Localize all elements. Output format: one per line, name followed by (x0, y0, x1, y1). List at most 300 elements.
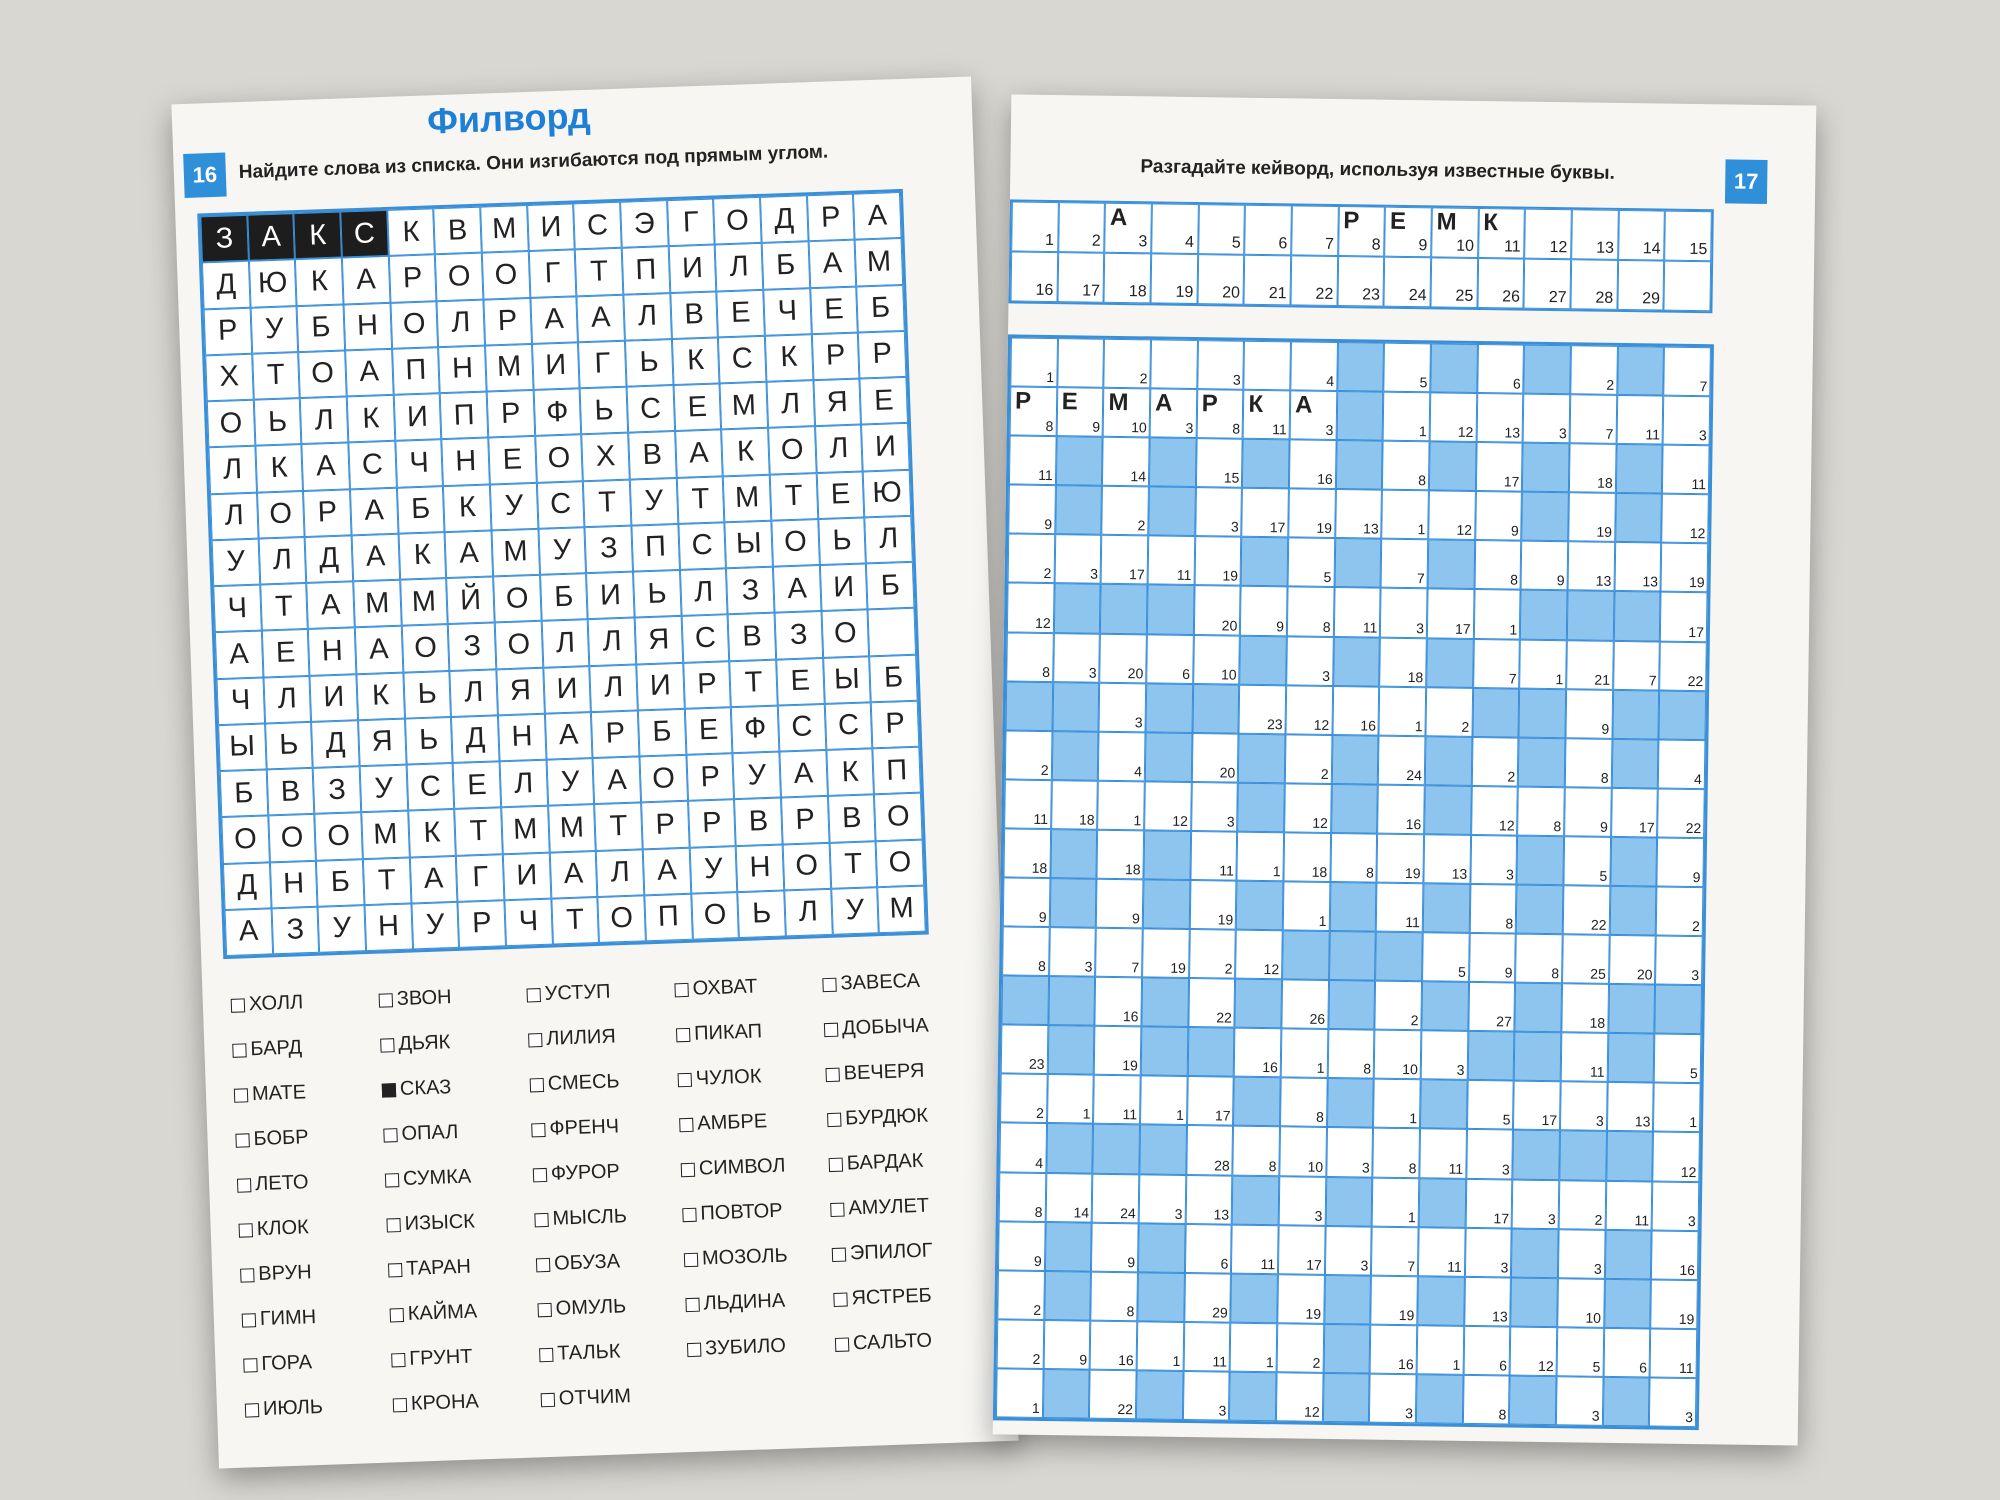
filword-cell: О (401, 624, 449, 672)
key-number: 22 (1315, 285, 1334, 303)
filword-cell: М (501, 806, 549, 854)
keyword-cell (1381, 539, 1428, 589)
keyword-cell (1287, 587, 1334, 637)
keyword-number: 8 (1126, 1302, 1135, 1320)
keyword-number: 7 (1416, 570, 1425, 587)
keyword-block (1233, 1077, 1280, 1127)
filword-cell: Ь (633, 570, 681, 618)
filword-cell: М (361, 811, 409, 859)
key-cell (1291, 205, 1338, 256)
keyword-number: 3 (1501, 1160, 1510, 1178)
keyword-number: 4 (1035, 1154, 1044, 1171)
keyword-block (1043, 1369, 1090, 1419)
keyword-number: 3 (1593, 1260, 1602, 1277)
filword-cell: Б (638, 709, 686, 757)
checkbox-icon (536, 1257, 550, 1271)
keyword-cell (1104, 339, 1151, 389)
keyword-cell (1477, 344, 1524, 394)
keyword-number: 11 (1362, 618, 1378, 636)
keyword-cell (1557, 1327, 1604, 1377)
keyword-number: 18 (1078, 811, 1095, 828)
filword-cell: Л (258, 537, 306, 585)
keyword-cell (1194, 585, 1241, 635)
keyword-block (1242, 439, 1289, 489)
filword-cell: О (768, 426, 816, 474)
keyword-cell (1047, 1074, 1094, 1124)
filword-cell: Ч (763, 288, 811, 336)
key-number: 3 (1138, 233, 1148, 251)
word-text: ОПАЛ (401, 1120, 459, 1145)
keyword-cell (1045, 1173, 1092, 1223)
keyword-number: 3 (1416, 619, 1425, 636)
key-cell (1290, 255, 1337, 306)
keyword-cell (1239, 684, 1286, 734)
keyword-number: 2 (1606, 376, 1615, 393)
checkbox-icon (539, 1347, 553, 1361)
filword-cell: У (538, 527, 586, 575)
keyword-block (1328, 980, 1375, 1030)
keyword-number: 8 (1322, 618, 1331, 635)
key-letter-row (1008, 199, 1713, 313)
keyword-cell (1150, 388, 1197, 438)
keyword-cell (1243, 390, 1290, 440)
keyword-number: 22 (1590, 916, 1607, 933)
keyword-number: 10 (1402, 1061, 1418, 1078)
keyword-cell (1382, 490, 1429, 540)
filword-cell: О (713, 197, 761, 245)
keyword-cell (1325, 1226, 1372, 1276)
word-text: ОТЧИМ (558, 1385, 632, 1410)
keyword-cell (1653, 1083, 1700, 1133)
word-list-item (535, 1237, 684, 1287)
keyword-cell (1650, 1328, 1697, 1378)
filword-cell: О (821, 610, 869, 658)
keyword-cell (1476, 442, 1523, 492)
filword-cell: Т (730, 659, 778, 707)
keyword-number: 18 (1124, 861, 1141, 878)
key-cell (1058, 202, 1105, 253)
keyword-cell (1375, 981, 1422, 1031)
filword-cell: Т (770, 473, 818, 521)
filword-cell (868, 608, 916, 656)
keyword-number: 10 (1307, 1158, 1324, 1175)
keyword-number: 8 (1408, 1159, 1417, 1176)
keyword-block (1612, 690, 1659, 740)
filword-cell: К (294, 212, 342, 260)
keyword-cell (1660, 592, 1707, 642)
keyword-cell (1091, 1222, 1138, 1272)
keyword-cell (1425, 687, 1472, 737)
keyword-number: 11 (1272, 421, 1287, 438)
filword-cell: С (348, 441, 396, 489)
filword-cell: В (628, 431, 676, 479)
key-cell (1524, 209, 1571, 260)
filword-cell: Й (446, 576, 494, 624)
keyword-number: 1 (1409, 1110, 1418, 1127)
keyword-block (1240, 635, 1287, 685)
keyword-cell (1421, 1031, 1468, 1081)
word-list-item (384, 1152, 533, 1202)
keyword-block (1375, 932, 1422, 982)
word-list-item (830, 1182, 979, 1232)
filword-cell: Н (442, 438, 490, 486)
keyword-cell (1471, 786, 1518, 836)
keyword-number: 9 (1276, 617, 1285, 634)
keyword-block (1331, 784, 1378, 834)
word-text: ЗАВЕСА (840, 969, 921, 995)
keyword-cell (1557, 1278, 1604, 1328)
filword-cell: Х (582, 433, 630, 481)
keyword-number: 16 (1679, 1261, 1696, 1278)
keyword-number: 11 (1176, 567, 1192, 584)
filword-cell: Л (784, 889, 832, 937)
keyword-number: 6 (1182, 665, 1191, 682)
filword-cell: Р (591, 710, 639, 758)
filword-cell: О (221, 816, 269, 864)
keyword-cell (1664, 347, 1711, 397)
filword-cell: А (853, 192, 901, 240)
filword-cell: О (315, 812, 363, 860)
filword-cell: С (406, 763, 454, 811)
keyword-cell (1054, 534, 1101, 584)
keyword-number: 2 (1040, 761, 1049, 778)
keyword-number: 4 (1693, 770, 1703, 787)
filword-cell: М (720, 382, 768, 430)
keyword-block (1424, 785, 1471, 835)
filword-cell: О (876, 839, 924, 887)
keyword-number: 2 (1137, 517, 1146, 534)
filword-cell: Т (363, 857, 411, 905)
keyword-block (1323, 1373, 1370, 1423)
keyword-block (1325, 1176, 1372, 1226)
keyword-block (1603, 1377, 1650, 1427)
keyword-block (1049, 878, 1096, 928)
keyword-number: 13 (1363, 520, 1379, 537)
keyword-cell (1372, 1177, 1419, 1227)
key-cell (1057, 252, 1104, 303)
word-list-item (529, 1057, 678, 1107)
keyword-number: 22 (1687, 672, 1704, 689)
keyword-number: 12 (1313, 716, 1330, 733)
keyword-cell (1237, 832, 1284, 882)
keyword-block (1509, 1375, 1556, 1425)
keyword-cell (1098, 731, 1145, 781)
keyword-number: 8 (1363, 1060, 1372, 1077)
keyword-number: 1 (1509, 620, 1518, 638)
word-text: ЛЕТО (254, 1171, 309, 1196)
keyword-cell (1100, 633, 1147, 683)
word-text: БАРД (250, 1036, 303, 1061)
keyword-number: 1 (1133, 812, 1142, 829)
key-number: 14 (1642, 240, 1661, 258)
keyword-cell (1185, 1175, 1232, 1225)
filword-cell: А (577, 294, 625, 342)
key-number: 10 (1456, 237, 1475, 255)
keyword-number: 5 (1502, 1111, 1511, 1128)
keyword-cell (1519, 639, 1566, 689)
filword-cell: О (598, 895, 646, 943)
keyword-number: 12 (1263, 961, 1280, 978)
keyword-cell (1000, 1074, 1047, 1124)
filword-cell: З (726, 567, 774, 615)
word-text: ТАРАН (405, 1255, 472, 1280)
filword-cell: Б (316, 859, 364, 907)
filword-cell: Т (455, 808, 503, 856)
keyword-number: 25 (1590, 965, 1606, 983)
filword-cell: У (630, 477, 678, 525)
word-list-item (380, 1018, 529, 1068)
keyword-cell (1103, 388, 1150, 438)
keyword-number: 7 (1699, 378, 1708, 395)
filword-cell: Ч (504, 898, 552, 946)
keyword-cell (1419, 1129, 1466, 1179)
word-text: СМЕСЬ (547, 1070, 620, 1095)
keyword-block (1329, 931, 1376, 981)
checkbox-icon (533, 1167, 547, 1181)
filword-cell: Т (583, 479, 631, 527)
word-list-item (537, 1282, 686, 1332)
keyword-number: 26 (1309, 1010, 1326, 1028)
keyword-number: 1 (1452, 1356, 1461, 1373)
filword-cell: И (310, 674, 358, 722)
keyword-cell (1473, 589, 1520, 639)
keyword-cell (1564, 787, 1611, 837)
keyword-block (1139, 1125, 1186, 1175)
keyword-number: 3 (1088, 664, 1097, 681)
keyword-cell (1194, 536, 1241, 586)
filword-cell: П (622, 246, 670, 294)
checkbox-icon (830, 1202, 844, 1216)
keyword-number: 16 (1122, 1008, 1139, 1025)
keyword-number: 4 (1134, 763, 1143, 780)
keyword-cell (1465, 1178, 1512, 1228)
word-list-item (828, 1137, 977, 1187)
keyword-number: 11 (1645, 426, 1661, 443)
checkbox-icon (674, 982, 688, 996)
word-text: ФУРОР (550, 1160, 621, 1185)
keyword-number: 3 (1361, 1158, 1370, 1176)
keyword-number: 2 (1594, 1211, 1603, 1228)
keyword-block (1147, 585, 1194, 635)
keyword-number: 21 (1594, 671, 1611, 688)
keyword-number: 23 (1028, 1056, 1045, 1073)
keyword-cell (1568, 542, 1615, 592)
filword-cell: К (387, 208, 435, 256)
filword-cell: М (485, 344, 533, 392)
keyword-cell (1467, 1080, 1514, 1130)
checkbox-icon (240, 1268, 254, 1282)
key-number: 9 (1418, 237, 1428, 255)
filword-cell: А (342, 256, 390, 304)
key-letter: К (1483, 209, 1499, 237)
filword-cell: У (546, 758, 594, 806)
filword-cell: У (212, 538, 260, 586)
keyword-number: 18 (1311, 863, 1328, 880)
word-list-item (386, 1197, 535, 1247)
keyword-number: 8 (1232, 420, 1241, 437)
keyword-number: 3 (1084, 958, 1093, 975)
filword-cell: Л (588, 618, 636, 666)
keyword-cell (1003, 828, 1050, 878)
checkbox-icon (380, 1038, 394, 1052)
keyword-cell (1101, 535, 1148, 585)
keyword-cell (1095, 977, 1142, 1027)
keyword-number: 1 (1265, 1354, 1274, 1371)
filword-cell: О (783, 842, 831, 890)
keyword-block (1616, 444, 1663, 494)
word-list-item (686, 1322, 835, 1372)
word-text: ЗВОН (396, 986, 452, 1011)
filword-cell: И (636, 662, 684, 710)
keyword-block (1145, 732, 1192, 782)
keyword-cell (1560, 1082, 1607, 1132)
filword-cell: К (672, 337, 720, 385)
checkbox-icon (237, 1178, 251, 1192)
filword-cell: Л (437, 299, 485, 347)
filword-cell: Б (397, 486, 445, 534)
keyword-cell (1661, 543, 1708, 593)
keyword-number: 3 (1685, 1408, 1694, 1426)
key-number: 29 (1642, 290, 1661, 308)
word-list-item (531, 1102, 680, 1152)
filword-cell: К (826, 748, 874, 796)
keyword-cell (1521, 541, 1568, 591)
filword-cell: З (313, 766, 361, 814)
keyword-number: 12 (1457, 423, 1474, 441)
keyword-block (1046, 1123, 1093, 1173)
filword-cell: О (691, 892, 739, 940)
filword-cell: О (535, 435, 583, 483)
keyword-block (1420, 1080, 1467, 1130)
keyword-cell (1008, 534, 1055, 584)
filword-cell: Т (551, 897, 599, 945)
filword-cell: Е (262, 629, 310, 677)
word-list-item (378, 973, 527, 1023)
keyword-block (1522, 492, 1569, 542)
keyword-number: 9 (1038, 908, 1047, 926)
keyword-number: 13 (1451, 865, 1468, 882)
keyword-block (1559, 1131, 1606, 1181)
keyword-cell (1006, 632, 1053, 682)
keyword-number: 8 (1365, 864, 1375, 881)
keyword-number: 22 (1117, 1401, 1134, 1418)
keyword-cell (1190, 831, 1237, 881)
word-text: ВРУН (257, 1261, 313, 1286)
keyword-number: 1 (1318, 912, 1327, 930)
keyword-number: 12 (1689, 525, 1706, 542)
filword-cell: О (493, 575, 541, 623)
key-cell (1337, 256, 1384, 307)
checkbox-icon (833, 1292, 847, 1306)
keyword-cell (1326, 1127, 1373, 1177)
key-cell (1338, 206, 1385, 257)
keyword-cell (1427, 589, 1474, 639)
keyword-number: 9 (1601, 720, 1610, 737)
keyword-number: 17 (1541, 1112, 1558, 1129)
keyword-cell (1002, 926, 1049, 976)
word-text: ТАЛЬК (556, 1340, 621, 1365)
keyword-number: 12 (1172, 812, 1189, 829)
filword-cell: Ь (405, 717, 453, 765)
word-list-item (243, 1337, 392, 1387)
filword-cell: А (808, 240, 856, 288)
filword-cell: О (771, 519, 819, 567)
keyword-number: 1 (1417, 521, 1426, 538)
keyword-cell (1603, 1328, 1650, 1378)
filword-cell: Л (596, 849, 644, 897)
keyword-block (1100, 584, 1147, 634)
keyword-number: 7 (1508, 670, 1517, 687)
filword-cell: Н (736, 844, 784, 892)
keyword-cell (1010, 387, 1057, 437)
keyword-number: 20 (1636, 966, 1653, 983)
keyword-number: 13 (1595, 573, 1612, 590)
keyword-cell (999, 1123, 1046, 1173)
keyword-number: 8 (1505, 915, 1514, 932)
filword-cell: Г (528, 250, 576, 298)
filword-cell: А (643, 847, 691, 895)
keyword-cell (1188, 978, 1235, 1028)
keyword-number: 18 (1031, 859, 1048, 877)
filword-cell: Е (717, 289, 765, 337)
keyword-cell (1379, 637, 1426, 687)
filword-cell: А (549, 851, 597, 899)
checkbox-icon (234, 1088, 248, 1102)
word-list-item (822, 957, 971, 1007)
keyword-number: 1 (1418, 423, 1427, 440)
filword-cell: Ь (818, 517, 866, 565)
filword-cell: Н (270, 860, 318, 908)
keyword-block (1136, 1370, 1183, 1420)
checkbox-icon (388, 1263, 402, 1277)
word-text: АМБРЕ (696, 1110, 768, 1135)
keyword-block (1511, 1277, 1558, 1327)
keyword-block (1520, 590, 1567, 640)
keyword-cell (998, 1221, 1045, 1271)
keyword-cell (1562, 934, 1609, 984)
filword-cell: К (255, 444, 303, 492)
word-list-item (679, 1097, 828, 1147)
word-list-item (381, 1062, 530, 1112)
keyword-number: 19 (1316, 520, 1333, 537)
filword-cell: М (855, 238, 903, 286)
filword-cell: Л (865, 516, 913, 564)
filword-cell: О (268, 814, 316, 862)
keyword-cell (1616, 395, 1663, 445)
keyword-number: 17 (1214, 1107, 1231, 1125)
filword-cell: О (435, 253, 483, 301)
keyword-cell (1289, 440, 1336, 490)
word-list-item (392, 1377, 541, 1427)
filword-cell: Е (776, 657, 824, 705)
keyword-number: 9 (1127, 1253, 1136, 1271)
key-number: 15 (1689, 240, 1708, 259)
keyword-cell (1565, 738, 1612, 788)
keyword-number: 2 (1139, 370, 1148, 387)
key-cell (1664, 261, 1711, 312)
keyword-block (1323, 1324, 1370, 1374)
keyword-cell (1463, 1375, 1510, 1425)
filword-cell: А (773, 565, 821, 613)
keyword-number: 11 (1405, 914, 1420, 931)
keyword-cell (1281, 1029, 1328, 1079)
filword-cell: А (247, 213, 295, 261)
keyword-cell (1657, 788, 1704, 838)
keyword-block (1187, 1027, 1234, 1077)
key-number: 1 (1044, 231, 1055, 250)
keyword-cell (1235, 930, 1282, 980)
keyword-block (1617, 346, 1664, 396)
